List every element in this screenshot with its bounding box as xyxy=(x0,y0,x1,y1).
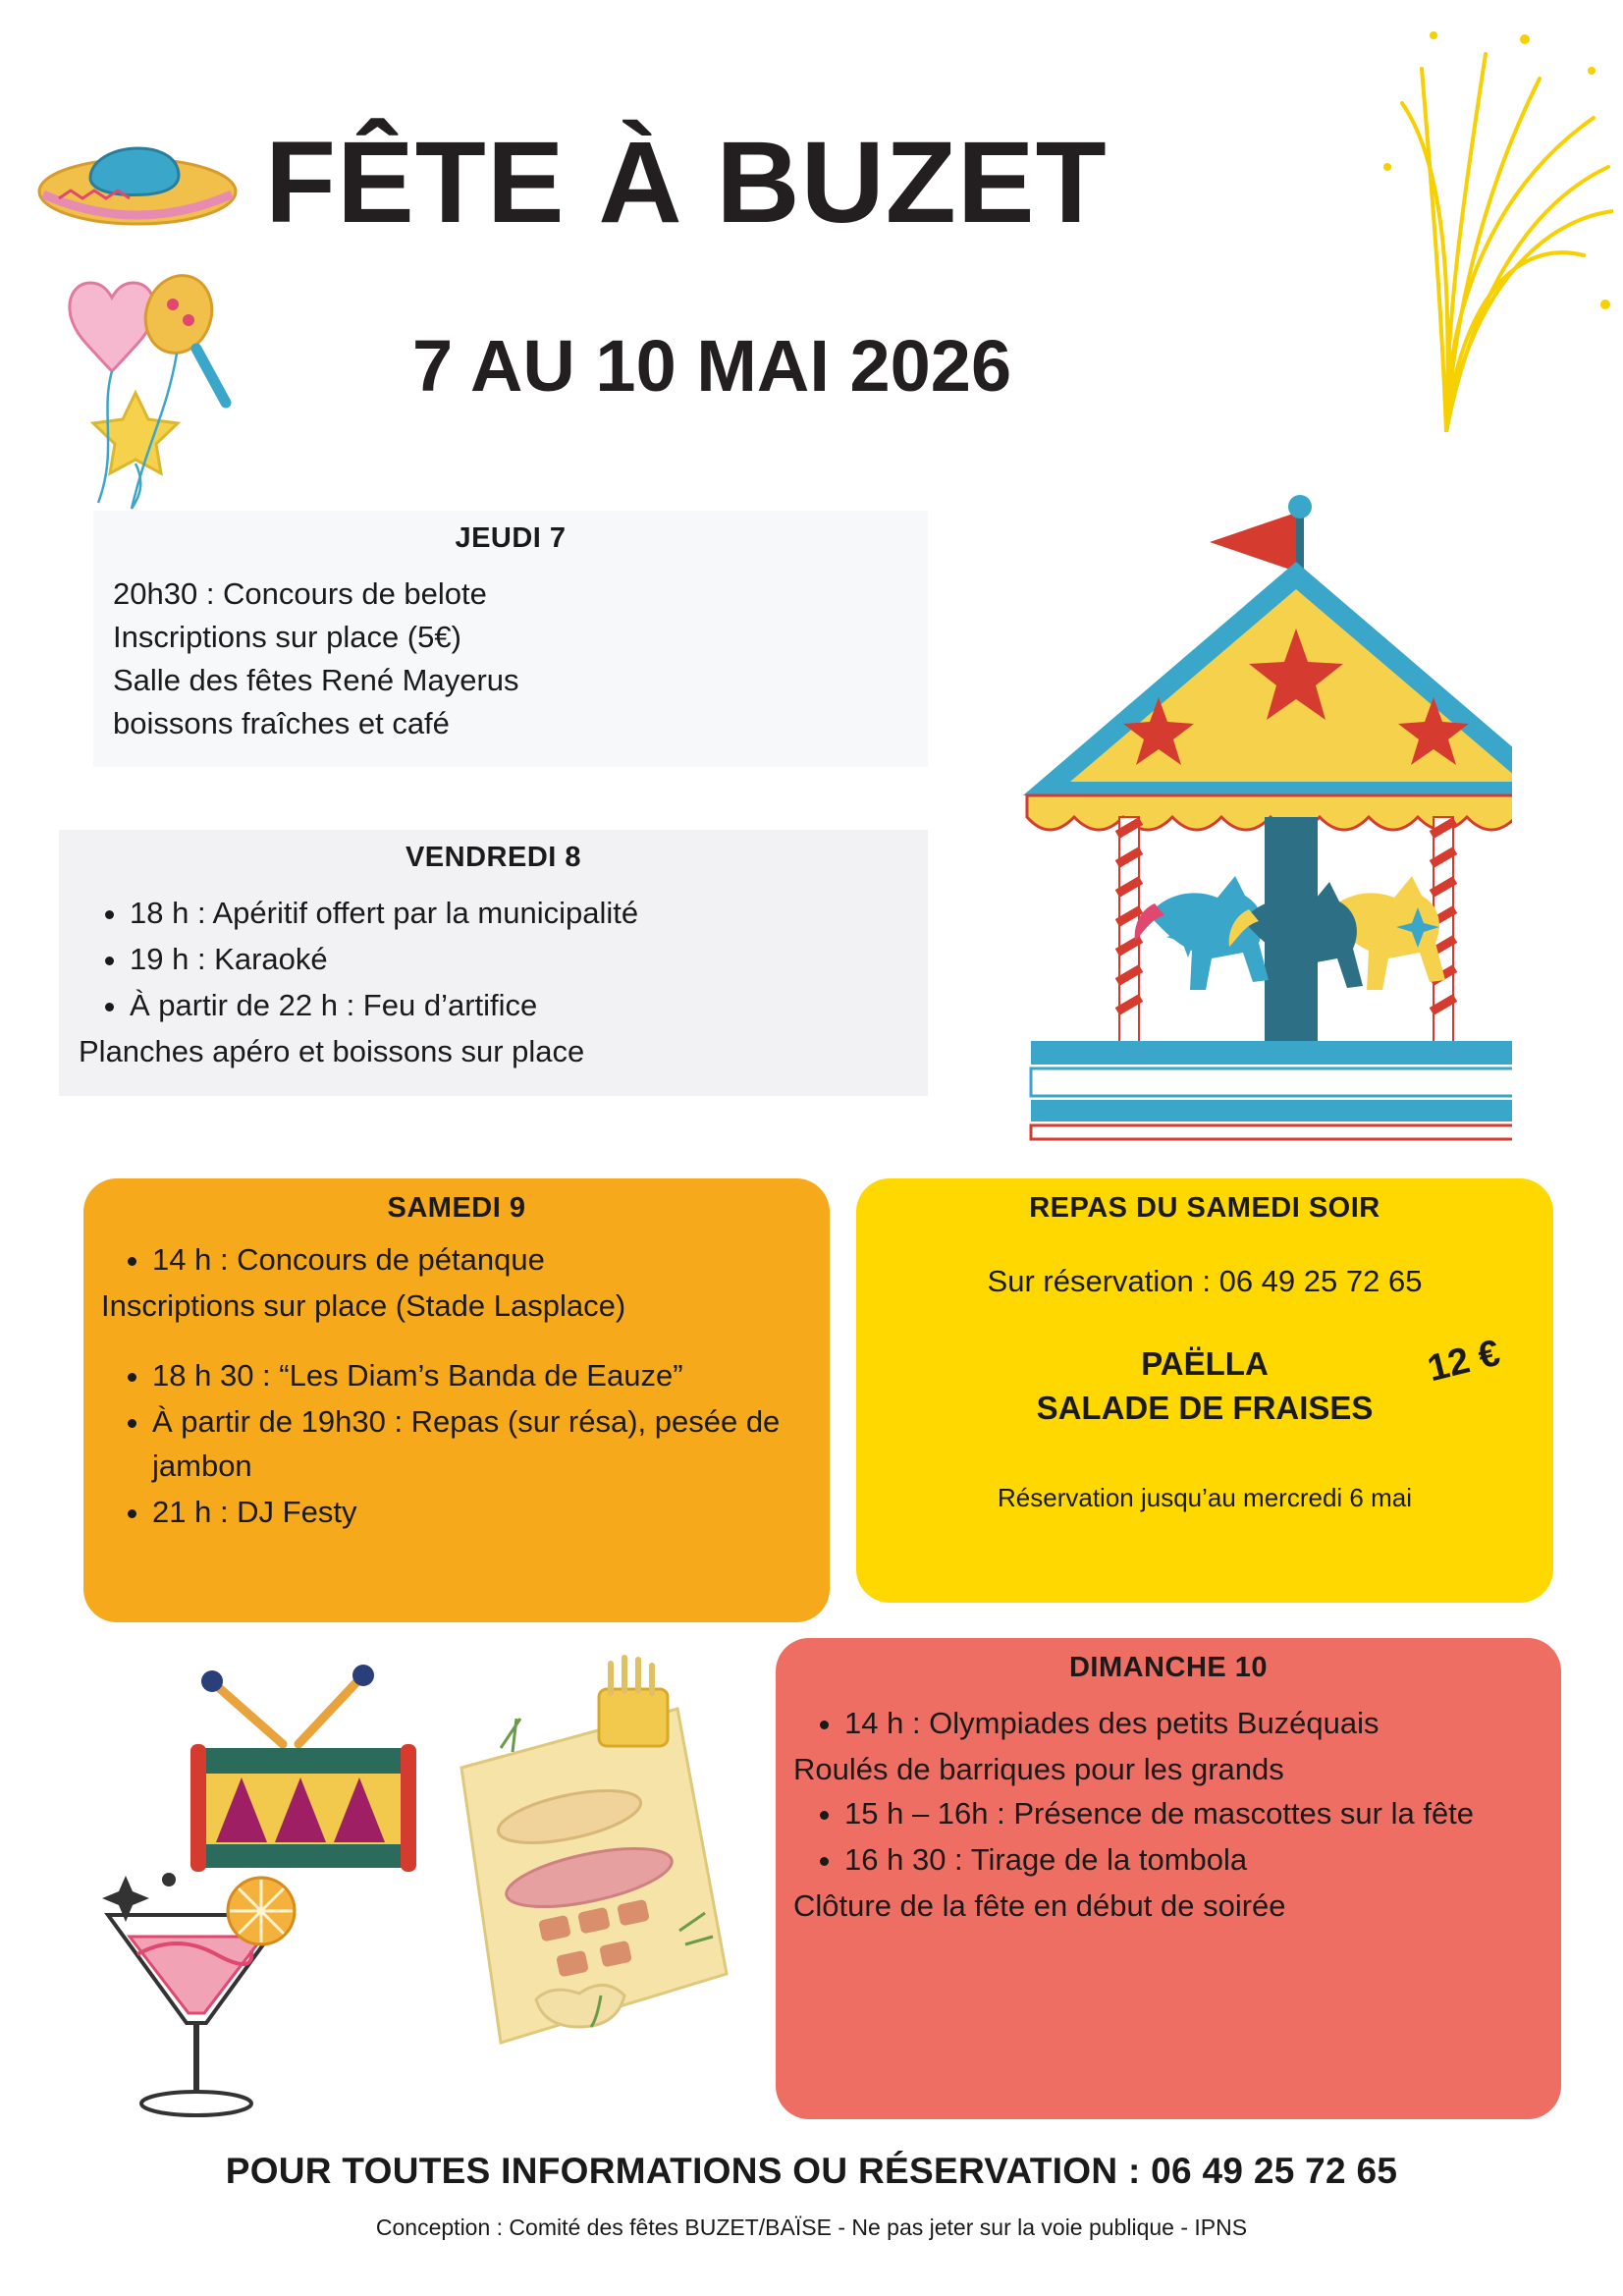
list-item: • 18 h : Apéritif offert par la municipalité xyxy=(130,892,908,936)
page-title: FÊTE À BUZET xyxy=(265,118,1108,247)
jeudi-line-1: 20h30 : Concours de belote xyxy=(113,576,487,611)
jeudi-line-3: Salle des fêtes René Mayerus xyxy=(113,663,519,698)
day-card-samedi xyxy=(83,1178,830,1622)
repas-deadline: Réservation jusqu’au mercredi 6 mai xyxy=(998,1483,1412,1513)
list-item: • 21 h : DJ Festy xyxy=(152,1491,812,1535)
carousel-icon xyxy=(1001,471,1512,1149)
day-block-jeudi xyxy=(93,511,928,767)
list-item: • 14 h : Olympiades des petits Buzéquais xyxy=(844,1702,1543,1746)
vendredi-heading: VENDREDI 8 xyxy=(405,842,582,873)
vendredi-list xyxy=(79,892,908,1028)
jeudi-line-4: boissons fraîches et café xyxy=(113,706,450,741)
cocktail-icon xyxy=(79,1846,314,2141)
footer-contact: POUR TOUTES INFORMATIONS OU RÉSERVATION : 06 49 25 72 65 xyxy=(225,2151,1398,2191)
day-block-vendredi xyxy=(59,830,928,1096)
list-item: • À partir de 19h30 : Repas (sur résa), pesée de jambon xyxy=(152,1400,812,1489)
dimanche-list-2 xyxy=(793,1792,1543,1883)
dimanche-note-2: Clôture de la fête en début de soirée xyxy=(793,1887,1286,1923)
repas-card xyxy=(856,1178,1553,1603)
list-item: • À partir de 22 h : Feu d’artifice xyxy=(130,984,908,1028)
list-item: • 15 h – 16h : Présence de mascottes sur la fête xyxy=(844,1792,1543,1836)
dimanche-heading: DIMANCHE 10 xyxy=(1068,1652,1269,1683)
jeudi-line-2: Inscriptions sur place (5€) xyxy=(113,620,461,655)
repas-price: 12 € xyxy=(1423,1332,1504,1391)
drum-icon xyxy=(177,1650,432,1876)
repas-menu-line-2: SALADE DE FRAISES xyxy=(1036,1389,1374,1426)
footer-credit: Conception : Comité des fêtes BUZET/BAÏSE - Ne pas jeter sur la voie publique - IPNS xyxy=(375,2214,1248,2240)
list-item: • 18 h 30 : “Les Diam’s Banda de Eauze” xyxy=(152,1354,812,1398)
vendredi-note: Planches apéro et boissons sur place xyxy=(79,1033,585,1068)
repas-menu-line-1: PAËLLA xyxy=(1141,1345,1269,1382)
dimanche-note-1: Roulés de barriques pour les grands xyxy=(793,1751,1284,1786)
list-item: • 16 h 30 : Tirage de la tombola xyxy=(844,1838,1543,1883)
samedi-list-2 xyxy=(101,1354,812,1535)
jeudi-heading: JEUDI 7 xyxy=(455,522,567,554)
repas-heading: REPAS DU SAMEDI SOIR xyxy=(1029,1192,1380,1224)
repas-reservation: Sur réservation : 06 49 25 72 65 xyxy=(987,1264,1423,1298)
repas-menu xyxy=(874,1332,1536,1430)
day-card-dimanche xyxy=(776,1638,1561,2119)
list-item: • 14 h : Concours de pétanque xyxy=(152,1238,812,1283)
list-item: • 19 h : Karaoké xyxy=(130,938,908,982)
samedi-note-1: Inscriptions sur place (Stade Lasplace) xyxy=(101,1287,626,1323)
samedi-heading: SAMEDI 9 xyxy=(387,1192,526,1224)
page-dates: 7 AU 10 MAI 2026 xyxy=(412,325,1012,407)
party-decor-icon xyxy=(29,118,275,511)
food-board-icon xyxy=(432,1650,746,2062)
dimanche-list-1 xyxy=(793,1702,1543,1746)
fireworks-icon xyxy=(1201,10,1613,432)
samedi-list-1 xyxy=(101,1238,812,1283)
